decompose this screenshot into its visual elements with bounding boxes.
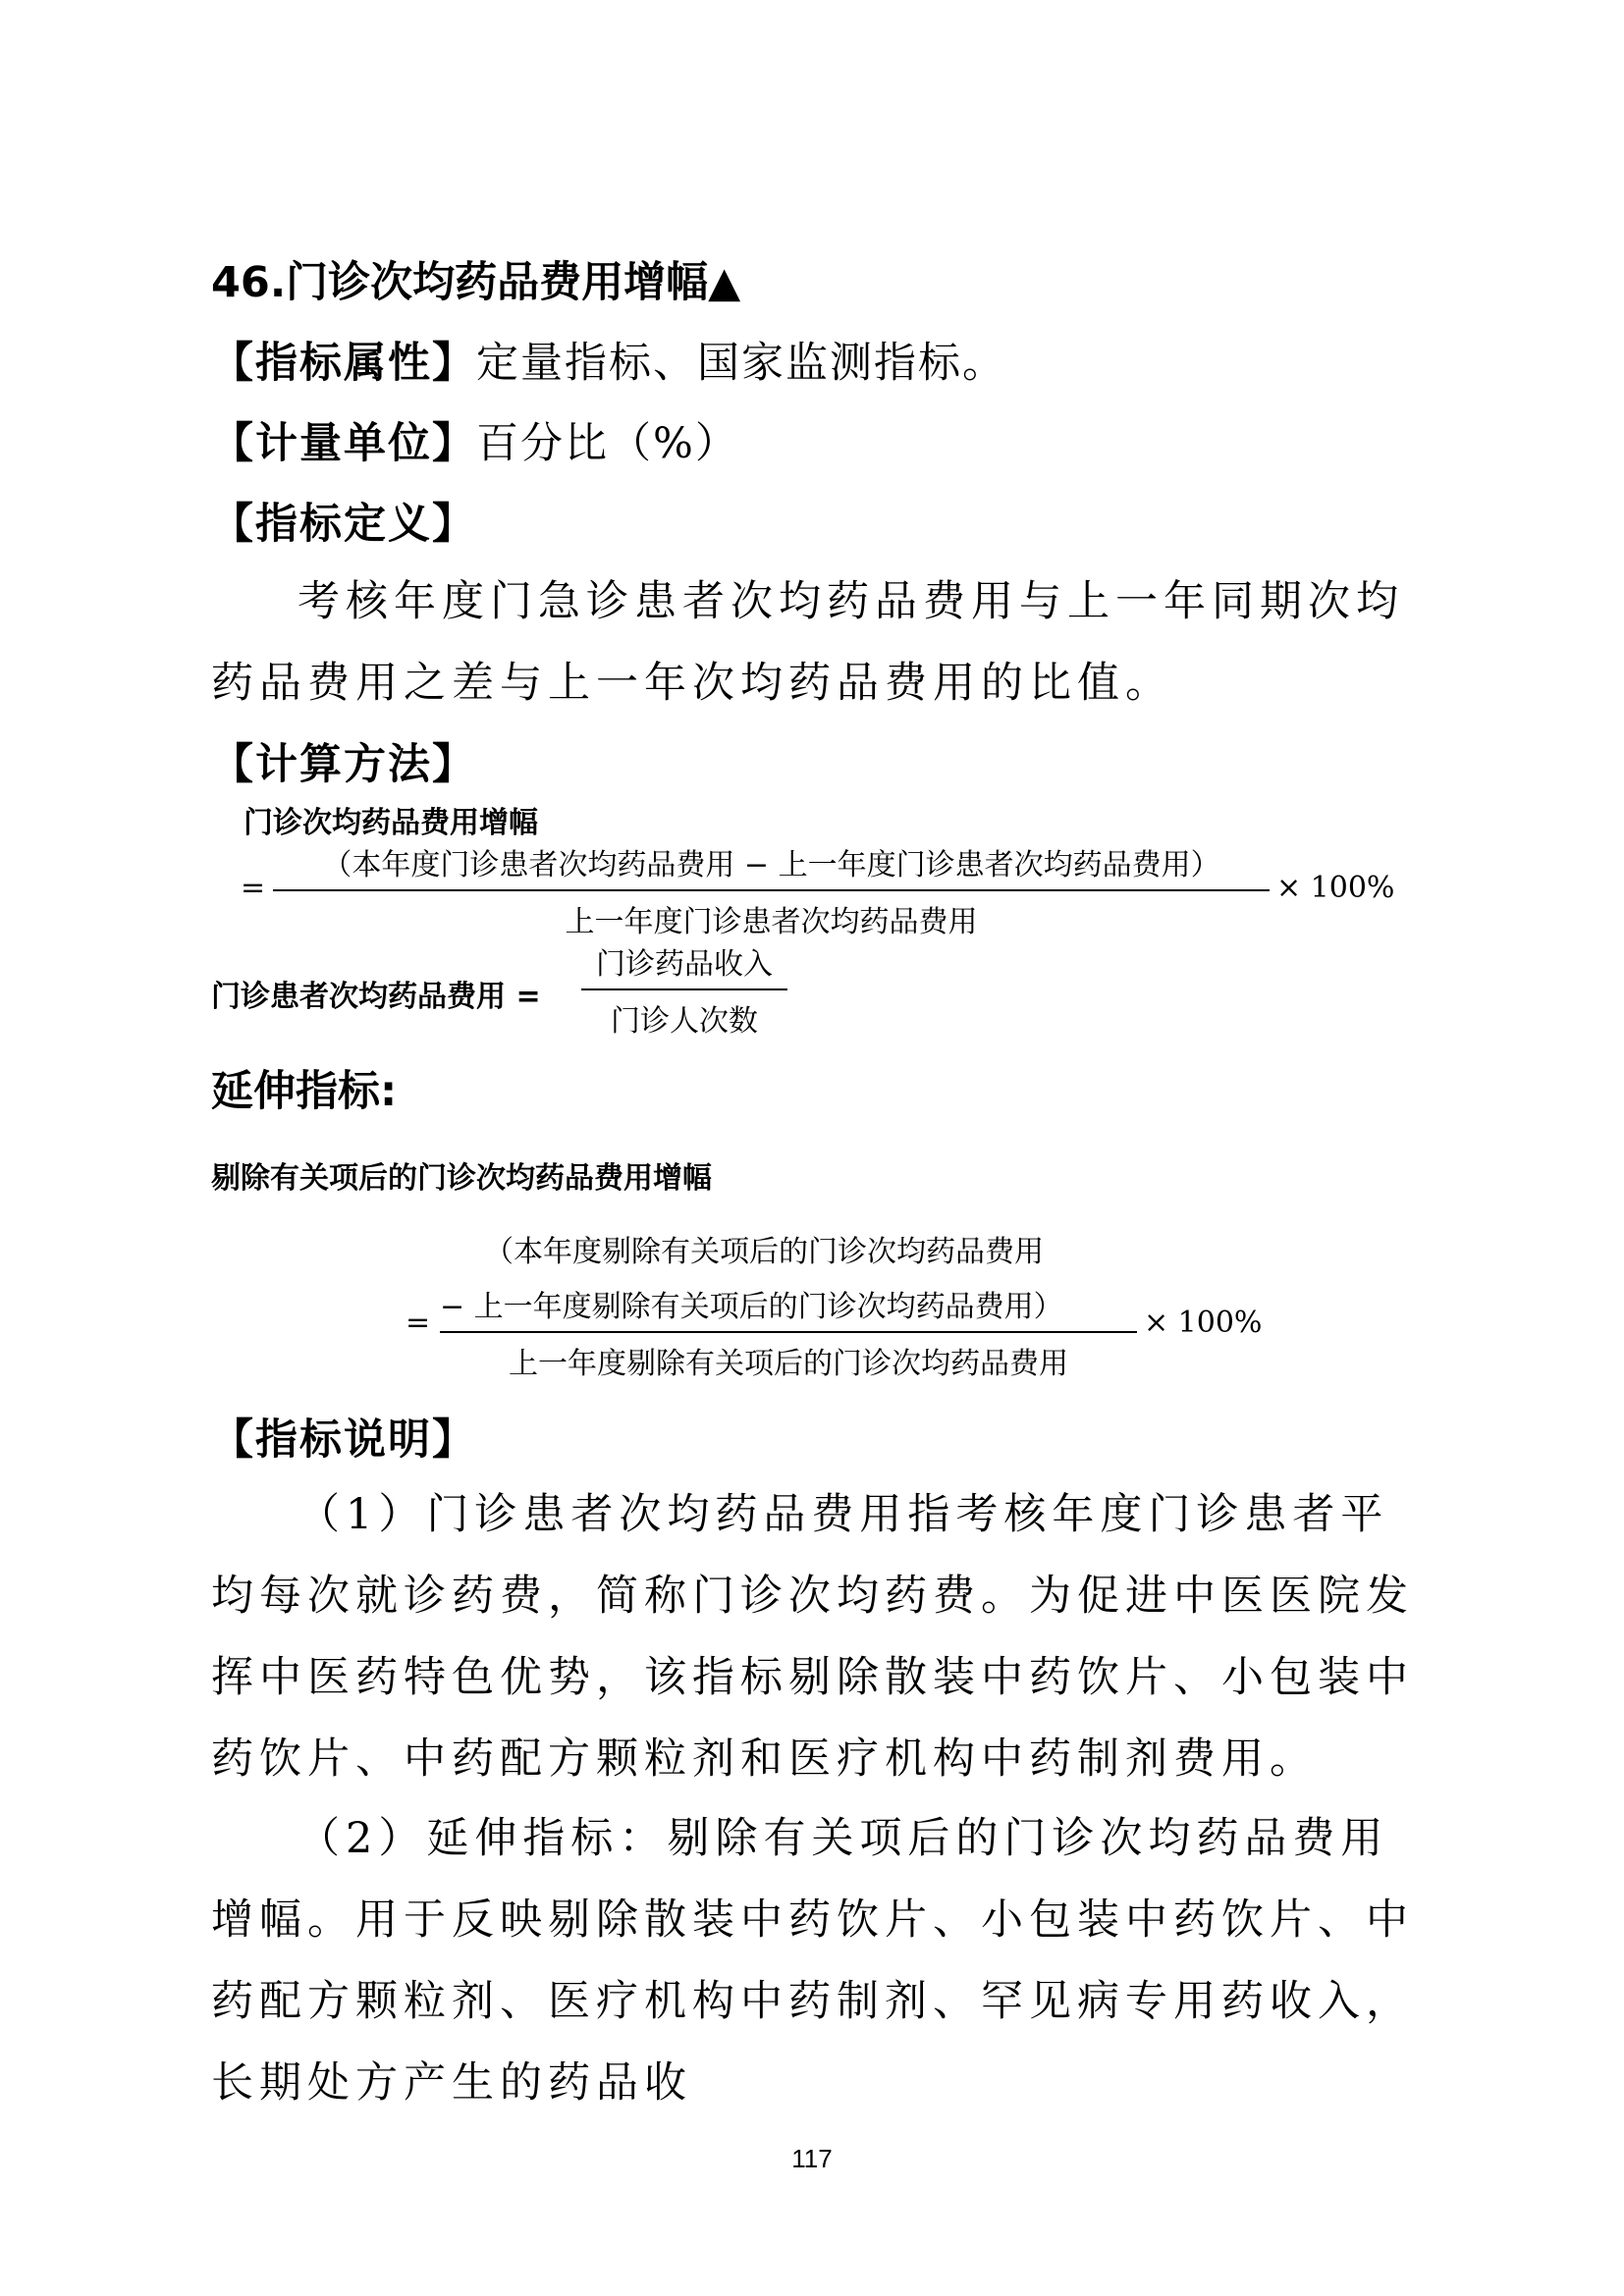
unit-label: 【计量单位】 [211,419,476,468]
extension-numerator-line1: （本年度剔除有关项后的门诊次均药品费用 [484,1235,1044,1269]
formula2-lhs: 门诊患者次均药品费用 = [211,980,541,1014]
formula1-multiplier: × 100% [1276,871,1395,905]
extension-denominator: 上一年度剔除有关项后的门诊次均药品费用 [509,1347,1068,1381]
formula2-denominator: 门诊人次数 [611,1004,758,1039]
extension-fraction [440,1227,1137,1382]
formula2-numerator: 门诊药品收入 [581,939,787,990]
unit-value: 百分比（%） [476,419,739,468]
extension-formula-title: 剔除有关项后的门诊次均药品费用增幅 [211,1161,712,1196]
page-number: 117 [791,2144,833,2173]
formula1-fraction [273,840,1270,940]
unit-row [211,410,739,470]
notes-paragraph-1: （1）门诊患者次均药品费用指考核年度门诊患者平均每次就诊药费，简称门诊次均药费。为促进中医医院发挥中医药特色优势，该指标剔除散装中药饮片、小包装中药饮片、中药配方颗粒剂和医疗机构中药制剂费用。 [211,1490,1414,1784]
formula1-equals: = [241,871,266,905]
extension-numerator-line2: − 上一年度剔除有关项后的门诊次均药品费用） [440,1290,1063,1324]
notes-label: 【指标说明】 [211,1415,476,1465]
formula1-denominator: 上一年度门诊患者次均药品费用 [565,905,978,939]
extension-heading: 延伸指标: [211,1067,398,1116]
extension-multiplier: × 100% [1144,1306,1263,1340]
attribute-value: 定量指标、国家监测指标。 [476,339,1006,388]
definition-label: 【指标定义】 [211,500,476,549]
extension-equals: = [406,1306,431,1340]
definition-text: 考核年度门急诊患者次均药品费用与上一年同期次均药品费用之差与上一年次均药品费用的比值。 [211,577,1404,708]
formula2-fraction [581,939,787,1040]
section-title: 46.门诊次均药品费用增幅▲ [211,258,741,307]
formula1-numerator: （本年度门诊患者次均药品费用 − 上一年度门诊患者次均药品费用） [273,840,1270,891]
extension-numerator [440,1227,1137,1333]
attribute-row [211,330,1006,390]
calculation-label: 【计算方法】 [211,740,476,789]
attribute-label: 【指标属性】 [211,339,476,388]
formula1-lhs: 门诊次均药品费用增幅 [244,806,538,840]
notes-paragraph-2: （2）延伸指标：剔除有关项后的门诊次均药品费用增幅。用于反映剔除散装中药饮片、小包装中药饮片、中药配方颗粒剂、医疗机构中药制剂、罕见病专用药收入，长期处方产生的药品收 [211,1814,1414,2108]
